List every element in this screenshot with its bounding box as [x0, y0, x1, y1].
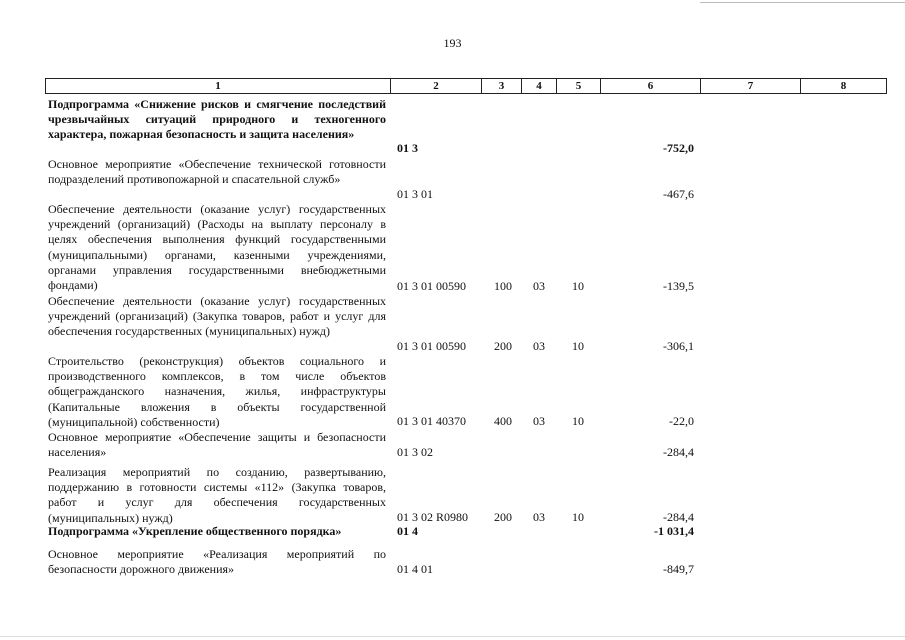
row-col3: 200	[494, 339, 512, 353]
row-description: Обеспечение деятельности (оказание услуг) государственных учреждений (организаций) (Расходы на выплату персоналу в целях обеспечения выполнения функций государственными (муниципальными) органами, казенными учреждениями, органами управления государственными внебюджетными фондами)	[48, 202, 386, 293]
row-amount: -752,0	[663, 141, 694, 155]
row-amount: -284,4	[663, 445, 694, 459]
row-code: 01 4	[397, 524, 418, 538]
row-amount: -306,1	[663, 339, 694, 353]
row-code: 01 3 02 R0980	[397, 510, 469, 524]
row-amount: -1 031,4	[654, 524, 694, 538]
row-description: Основное мероприятие «Реализация мероприятий по безопасности дорожного движения»	[48, 547, 386, 577]
row-col3: 200	[494, 510, 512, 524]
row-col5: 10	[572, 510, 584, 524]
row-description: Подпрограмма «Укрепление общественного порядка»	[48, 524, 342, 538]
header-cell-4: 4	[521, 78, 557, 94]
row-col5: 10	[572, 414, 584, 428]
page-number: 193	[443, 36, 462, 50]
scan-edge-top	[700, 2, 905, 3]
row-col3: 400	[494, 414, 512, 428]
row-description: Реализация мероприятий по созданию, развертыванию, поддержанию в готовности системы «112» (Закупка товаров, работ и услуг для обеспечения государственных (муниципальных) нужд)	[48, 465, 386, 525]
row-col4: 03	[533, 510, 545, 524]
row-description: Строительство (реконструкция) объектов социального и производственного комплексов, в том числе объектов общегражданского назначения, жилья, инфраструктуры (Капитальные вложения в объекты государственной (муниципальной) собственности)	[48, 354, 386, 429]
row-col3: 100	[494, 279, 512, 293]
header-cell-6: 6	[600, 78, 701, 94]
row-col4: 03	[533, 279, 545, 293]
header-cell-2: 2	[390, 78, 482, 94]
header-cell-8: 8	[800, 78, 887, 94]
row-description: Подпрограмма «Снижение рисков и смягчение последствий чрезвычайных ситуаций природного и техногенного характера, пожарная безопасность и защита населения»	[48, 97, 386, 142]
row-col4: 03	[533, 414, 545, 428]
row-amount: -139,5	[663, 279, 694, 293]
row-description: Основное мероприятие «Обеспечение защиты и безопасности населения»	[48, 430, 386, 460]
row-amount: -849,7	[663, 562, 694, 576]
header-cell-7: 7	[700, 78, 801, 94]
row-amount: -467,6	[663, 187, 694, 201]
scan-edge-bottom	[0, 636, 905, 637]
row-description: Основное мероприятие «Обеспечение технической готовности подразделений противопожарной и спасательной служб»	[48, 157, 386, 187]
row-amount: -22,0	[669, 414, 694, 428]
row-code: 01 3	[397, 141, 418, 155]
row-description: Обеспечение деятельности (оказание услуг) государственных учреждений (организаций) (Закупка товаров, работ и услуг для обеспечения государственных (муниципальных) нужд)	[48, 294, 386, 339]
row-amount: -284,4	[663, 510, 694, 524]
row-code: 01 3 01	[397, 187, 433, 201]
row-col5: 10	[572, 279, 584, 293]
row-col4: 03	[533, 339, 545, 353]
row-code: 01 3 01 40370	[397, 414, 466, 428]
row-code: 01 3 01 00590	[397, 279, 466, 293]
row-col5: 10	[572, 339, 584, 353]
row-code: 01 3 02	[397, 445, 433, 459]
header-cell-3: 3	[481, 78, 522, 94]
row-code: 01 3 01 00590	[397, 339, 466, 353]
header-cell-5: 5	[556, 78, 601, 94]
row-code: 01 4 01	[397, 562, 433, 576]
header-cell-1: 1	[45, 78, 391, 94]
